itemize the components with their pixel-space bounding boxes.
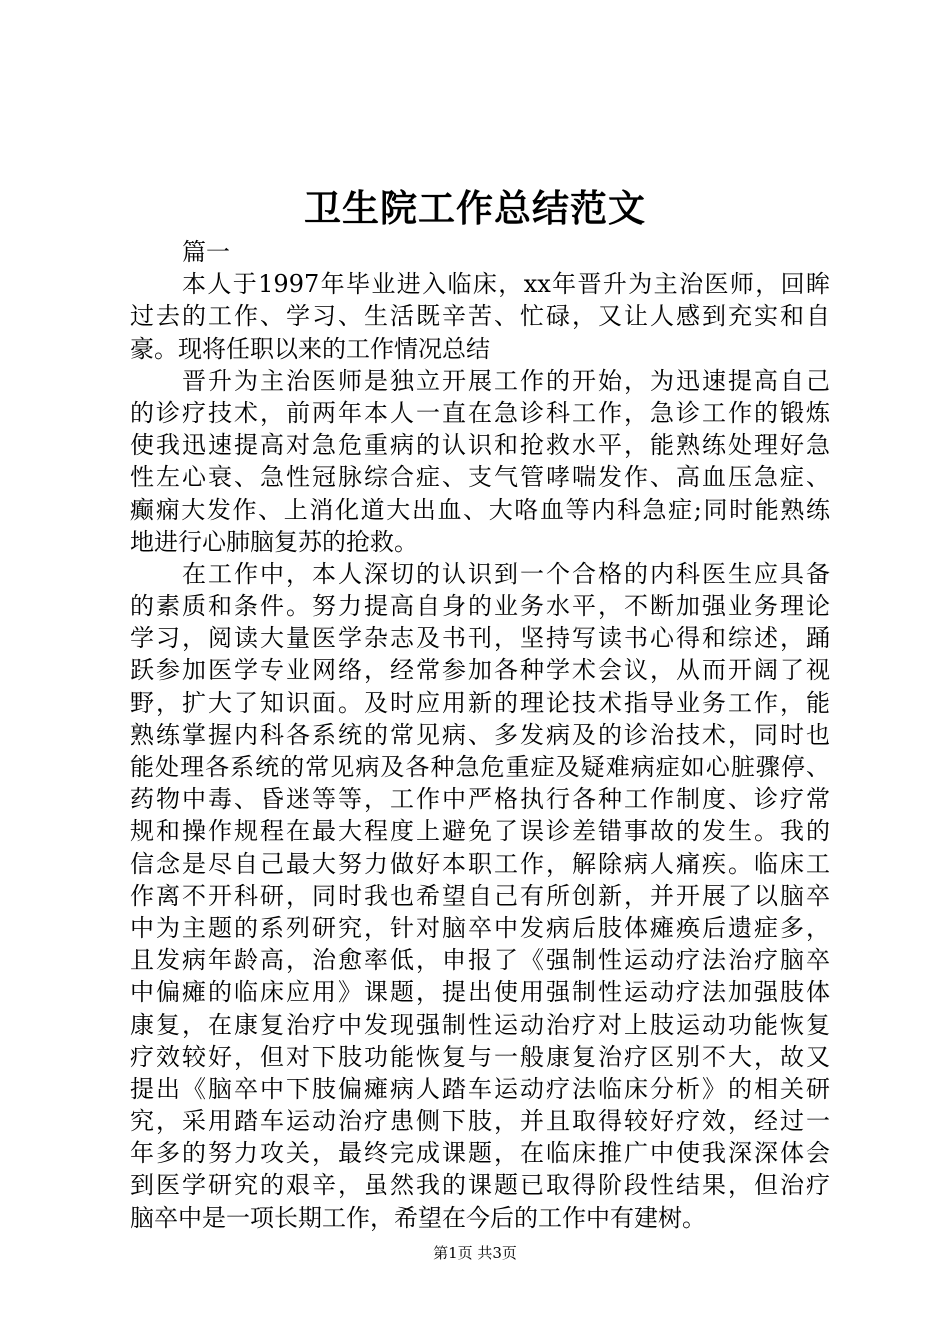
text-line: 熟练掌握内科各系统的常见病、多发病及的诊治技术，同时也 [130,720,830,749]
text-line: 使我迅速提高对急危重病的认识和抢救水平，能熟练处理好急 [130,431,830,460]
text-line: 本人于1997年毕业进入临床，xx年晋升为主治医师，回眸 [182,270,830,299]
text-line: 中为主题的系列研究，针对脑卒中发病后肢体瘫痪后遗症多， [130,913,830,942]
text-line: 疗效较好，但对下肢功能恢复与一般康复治疗区别不大，故又 [130,1042,830,1071]
text-line: 过去的工作、学习、生活既辛苦、忙碌，又让人感到充实和自 [130,302,830,331]
text-line: 中偏瘫的临床应用》课题，提出使用强制性运动疗法加强肢体 [130,978,830,1007]
text-line: 脑卒中是一项长期工作，希望在今后的工作中有建树。 [130,1203,706,1232]
text-line: 地进行心肺脑复苏的抢救。 [130,527,418,556]
text-line: 的诊疗技术，前两年本人一直在急诊科工作，急诊工作的锻炼 [130,398,830,427]
text-line: 作离不开科研，同时我也希望自己有所创新，并开展了以脑卒 [130,881,830,910]
text-line: 豪。现将任职以来的工作情况总结 [130,334,490,363]
text-line: 学习，阅读大量医学杂志及书刊，坚持写读书心得和综述，踊 [130,624,830,653]
document-body [130,236,830,1234]
text-line: 规和操作规程在最大程度上避免了误诊差错事故的发生。我的 [130,817,830,846]
text-line: 到医学研究的艰辛，虽然我的课题已取得阶段性结果，但治疗 [130,1171,830,1200]
text-line: 野，扩大了知识面。及时应用新的理论技术指导业务工作，能 [130,688,830,717]
text-line: 康复，在康复治疗中发现强制性运动治疗对上肢运动功能恢复 [130,1010,830,1039]
text-line: 的素质和条件。努力提高自身的业务水平，不断加强业务理论 [130,592,830,621]
text-line: 年多的努力攻关，最终完成课题，在临床推广中使我深深体会 [130,1139,830,1168]
text-line: 跃参加医学专业网络，经常参加各种学术会议，从而开阔了视 [130,656,830,685]
text-line: 提出《脑卒中下肢偏瘫病人踏车运动疗法临床分析》的相关研 [130,1074,830,1103]
text-line: 且发病年龄高，治愈率低，申报了《强制性运动疗法治疗脑卒 [130,946,830,975]
text-line: 性左心衰、急性冠脉综合症、支气管哮喘发作、高血压急症、 [130,463,830,492]
text-line: 信念是尽自己最大努力做好本职工作，解除病人痛疾。临床工 [130,849,830,878]
text-line: 能处理各系统的常见病及各种急危重症及疑难病症如心脏骤停、 [130,753,830,781]
text-line: 晋升为主治医师是独立开展工作的开始，为迅速提高自己 [182,366,830,395]
document-title: 卫生院工作总结范文 [304,186,646,230]
text-line: 在工作中，本人深切的认识到一个合格的内科医生应具备 [182,559,830,588]
page-footer: 第1页 共3页 [433,1244,517,1262]
text-line: 篇一 [182,238,230,266]
text-line: 药物中毒、昏迷等等，工作中严格执行各种工作制度、诊疗常 [130,785,830,814]
text-line: 究，采用踏车运动治疗患侧下肢，并且取得较好疗效，经过一 [130,1107,830,1136]
text-line: 癫痫大发作、上消化道大出血、大咯血等内科急症;同时能熟练 [130,495,830,524]
